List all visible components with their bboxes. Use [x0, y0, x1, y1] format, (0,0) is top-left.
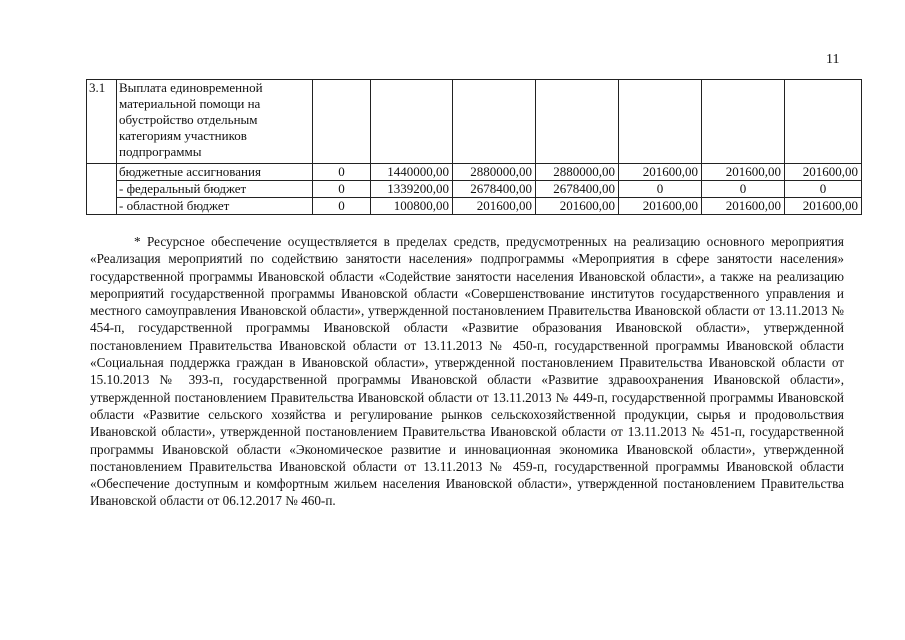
row-number-cell: 3.1	[87, 80, 117, 164]
title-line: обустройство отдельным	[119, 112, 258, 127]
value-cell: 201600,00	[702, 198, 785, 215]
value-cell: 0	[619, 181, 702, 198]
empty-cell	[371, 80, 453, 164]
table-row	[87, 164, 862, 181]
value-cell: 2678400,00	[453, 181, 536, 198]
value-cell: 0	[313, 164, 371, 181]
table-row	[87, 181, 862, 198]
value-cell: 201600,00	[785, 164, 862, 181]
empty-cell	[313, 80, 371, 164]
value-cell: 2880000,00	[453, 164, 536, 181]
value-cell: 1440000,00	[371, 164, 453, 181]
value-cell: 2678400,00	[536, 181, 619, 198]
value-cell: 1339200,00	[371, 181, 453, 198]
value-cell: 201600,00	[619, 198, 702, 215]
value-cell: 201600,00	[536, 198, 619, 215]
value-cell: 0	[313, 181, 371, 198]
empty-cell	[702, 80, 785, 164]
value-cell: 201600,00	[453, 198, 536, 215]
value-cell: 0	[785, 181, 862, 198]
title-line: материальной помощи на	[119, 96, 261, 111]
row-label: бюджетные ассигнования	[117, 164, 313, 181]
empty-cell	[785, 80, 862, 164]
row-label: - областной бюджет	[117, 198, 313, 215]
budget-table	[86, 79, 862, 215]
table-title-row	[87, 80, 862, 164]
value-cell: 0	[313, 198, 371, 215]
value-cell: 0	[702, 181, 785, 198]
empty-cell	[87, 164, 117, 215]
empty-cell	[619, 80, 702, 164]
value-cell: 201600,00	[702, 164, 785, 181]
table-row	[87, 198, 862, 215]
row-label: - федеральный бюджет	[117, 181, 313, 198]
page-number: 11	[826, 52, 840, 67]
value-cell: 100800,00	[371, 198, 453, 215]
title-line: категориям участников	[119, 128, 247, 143]
value-cell: 2880000,00	[536, 164, 619, 181]
title-line: Выплата единовременной	[119, 80, 263, 95]
value-cell: 201600,00	[785, 198, 862, 215]
event-title-cell	[117, 80, 313, 164]
title-line: подпрограммы	[119, 144, 202, 159]
value-cell: 201600,00	[619, 164, 702, 181]
empty-cell	[453, 80, 536, 164]
footnote-text: * Ресурсное обеспечение осуществляется в пределах средств, предусмотренных на реализацию основного мероприятия «Реализация мероприятий по содействию занятости населения» подпрограммы «Мероприятия в сфере занятости населения» государственной программы Ивановской области «Содействие занятости населения Ивановской области», а также на реализацию мероприятий государственной программы Ивановской области «Совершенствование институтов государственного управления и местного самоуправления Ивановской области», утвержденной постановлением Правительства Ивановской области от 13.11.2013 № 454-п, государственной программы Ивановской области «Развитие образования Ивановской области», утвержденной постановлением Правительства Ивановской области от 13.11.2013 № 450-п, государственной программы Ивановской области «Социальная поддержка граждан в Ивановской области», утвержденной постановлением Правительства Ивановской области от 15.10.2013 № 393-п, государственной программы Ивановской области «Развитие здравоохранения Ивановской области», утвержденной постановлением Правительства Ивановской области от 13.11.2013 № 449-п, государственной программы Ивановской области «Развитие сельского хозяйства и регулирование рынков сельскохозяйственной продукции, сырья и продовольствия Ивановской области», утвержденной постановлением Правительства Ивановской области от 13.11.2013 № 451-п, государственной программы Ивановской области «Экономическое развитие и инновационная экономика Ивановской области», утвержденной постановлением Правительства Ивановской области от 13.11.2013 № 459-п, государственной программы Ивановской области «Обеспечение доступным и комфортным жильем населения Ивановской области», утвержденной постановлением Правительства Ивановской области от 06.12.2017 № 460-п.	[90, 234, 844, 509]
empty-cell	[536, 80, 619, 164]
